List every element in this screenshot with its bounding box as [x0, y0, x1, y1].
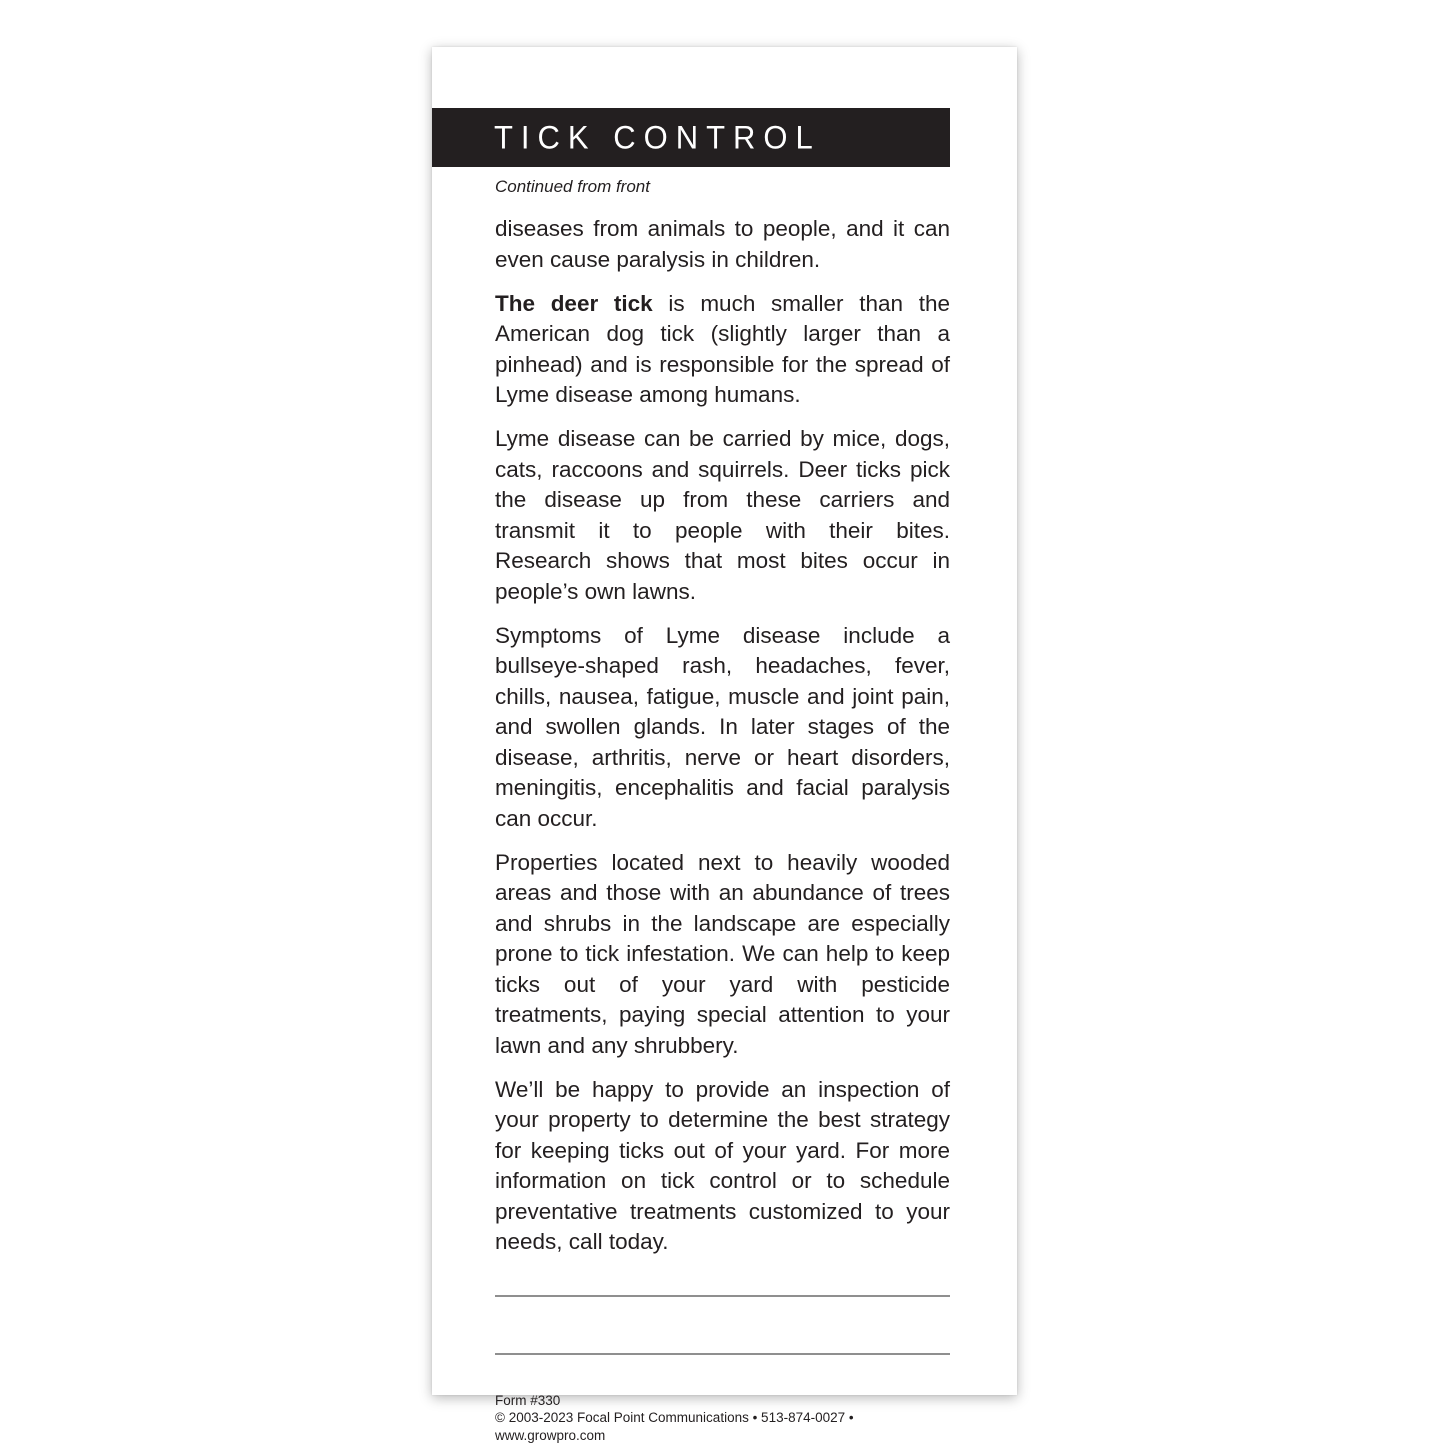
body-paragraph-3: [495, 424, 950, 607]
footer-copyright: © 2003-2023 Focal Point Communications • 513-874-0027 • www.growpro.com: [495, 1410, 854, 1443]
header-bar: [432, 108, 950, 167]
paragraph-text: We’ll be happy to provide an inspection of your property to determine the best strategy for keeping ticks out of your yard. For more information on tick control or to schedule preventative treatments customized to your needs, call today.: [495, 1076, 950, 1254]
card-footer: [495, 1392, 950, 1445]
paragraph-lead: The deer tick: [495, 290, 653, 316]
paragraph-text: is much smaller than the American dog tick (slightly larger than a pinhead) and is responsible for the spread of Lyme disease among humans.: [495, 290, 950, 407]
page-title: TICK CONTROL: [494, 119, 821, 156]
continued-from-front-note: Continued from front: [495, 177, 650, 196]
body-paragraph-4: [495, 621, 950, 835]
body-paragraph-5: [495, 848, 950, 1062]
body-paragraph-2: [495, 289, 950, 411]
paragraph-text: Lyme disease can be carried by mice, dogs, cats, raccoons and squirrels. Deer ticks pick the disease up from these carriers and transmit it to people with their bites. Research shows that most bites occur in people’s own lawns.: [495, 426, 950, 604]
footer-form-number: Form #330: [495, 1392, 561, 1408]
paragraph-text: diseases from animals to people, and it can even cause paralysis in children.: [495, 216, 950, 272]
body-paragraph-6: [495, 1075, 950, 1258]
signature-line-1: [495, 1295, 950, 1297]
body-paragraph-1: [495, 214, 950, 275]
signature-line-2: [495, 1353, 950, 1355]
card-content: [495, 176, 950, 1444]
paragraph-text: Properties located next to heavily wooded areas and those with an abundance of trees and shrubs in the landscape are especially prone to tick infestation. We can help to keep ticks out of your yard with pesticide treatments, paying special attention to your lawn and any shrubbery.: [495, 849, 950, 1058]
paragraph-text: Symptoms of Lyme disease include a bullseye-shaped rash, headaches, fever, chills, nausea, fatigue, muscle and joint pain, and swollen glands. In later stages of the disease, arthritis, nerve or heart disorders, meningitis, encephalitis and facial paralysis can occur.: [495, 622, 950, 831]
tick-control-card: [432, 47, 1017, 1443]
